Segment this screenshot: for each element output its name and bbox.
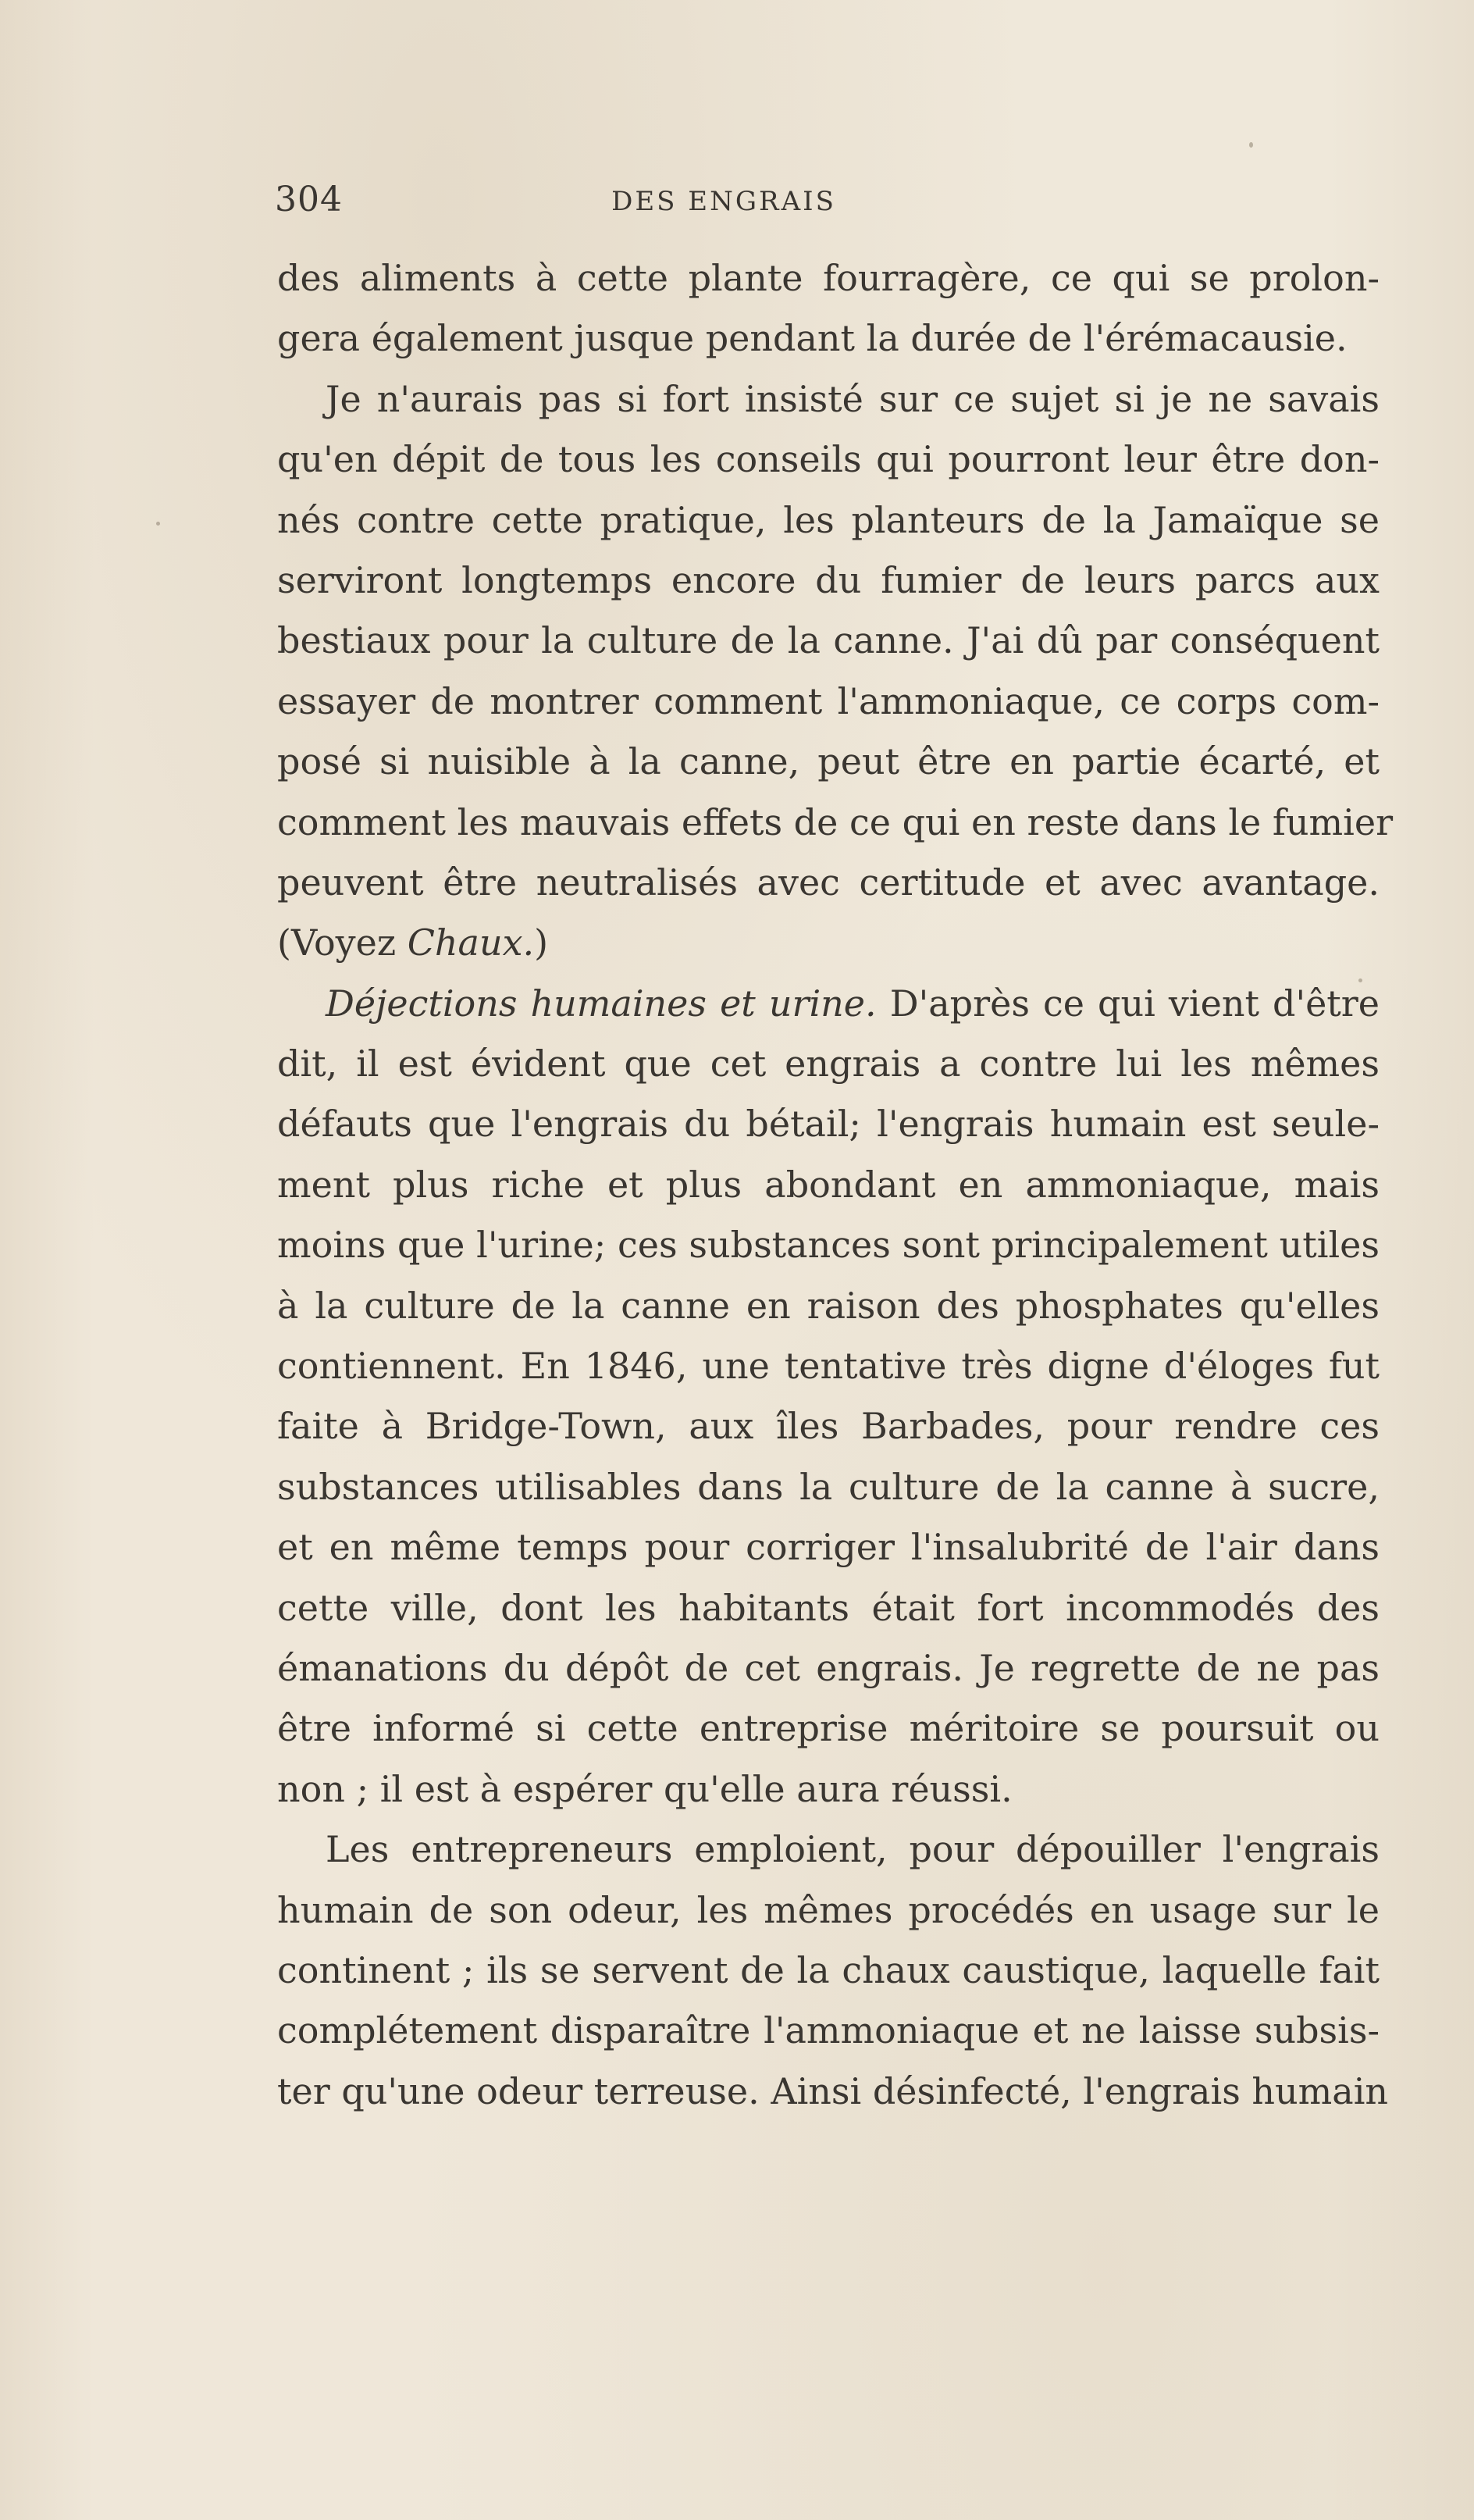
paper-speck [156, 522, 160, 526]
text-line: comment les mauvais effets de ce qui en reste dans le fumier [277, 800, 1394, 843]
text-line: bestiaux pour la culture de la canne. J'ai dû par conséquent [277, 619, 1380, 662]
text-line: émanations du dépôt de cet engrais. Je regrette de ne pas [277, 1646, 1380, 1689]
page-header [275, 180, 1383, 226]
text-line: moins que l'urine; ces substances sont principalement utiles [277, 1224, 1380, 1267]
text-line: contiennent. En 1846, une tentative très digne d'éloges fut [277, 1345, 1380, 1388]
text-line: serviront longtemps encore du fumier de leurs parcs aux [277, 558, 1380, 601]
paragraph-start-line: Les entrepreneurs emploient, pour dépouiller l'engrais [326, 1828, 1380, 1871]
text-line: essayer de montrer comment l'ammoniaque, ce corps com- [277, 679, 1380, 722]
reference-open: (Voyez [277, 921, 408, 964]
text-line: dit, il est évident que cet engrais a contre lui les mêmes [277, 1043, 1380, 1085]
text-line: défauts que l'engrais du bétail; l'engrais humain est seule- [277, 1103, 1380, 1146]
reference-term: Chaux. [407, 921, 535, 964]
running-head: DES ENGRAIS [611, 186, 836, 217]
paper-speck [1249, 142, 1253, 148]
text-line: qu'en dépit de tous les conseils qui pourront leur être don- [277, 438, 1380, 481]
text-line: peuvent être neutralisés avec certitude et avec avantage. [277, 861, 1380, 904]
text-span: D'après ce qui vient d'être [889, 982, 1380, 1025]
text-line: ter qu'une odeur terreuse. Ainsi désinfecté, l'engrais humain [277, 2069, 1389, 2112]
page-number: 304 [275, 180, 343, 219]
text-line: être informé si cette entreprise méritoire se poursuit ou [277, 1707, 1380, 1750]
text-line: cette ville, dont les habitants était fort incommodés des [277, 1586, 1380, 1629]
text-line: à la culture de la canne en raison des phosphates qu'elles [277, 1284, 1380, 1327]
text-line: ment plus riche et plus abondant en ammoniaque, mais [277, 1163, 1380, 1206]
text-line: posé si nuisible à la canne, peut être en partie écarté, et [277, 740, 1380, 783]
text-line: gera également jusque pendant la durée de l'érémacausie. [277, 317, 1348, 360]
paragraph-start-line [277, 974, 1380, 1034]
text-line: humain de son odeur, les mêmes procédés en usage sur le [277, 1888, 1380, 1931]
paragraph-start-line: Je n'aurais pas si fort insisté sur ce sujet si je ne savais [326, 377, 1380, 420]
text-line: des aliments à cette plante fourragère, ce qui se prolon- [277, 257, 1380, 299]
reference-close: ) [534, 921, 549, 964]
text-line: et en même temps pour corriger l'insalubrité de l'air dans [277, 1526, 1380, 1569]
text-line [277, 913, 1380, 973]
text-line: substances utilisables dans la culture de la canne à sucre, [277, 1465, 1380, 1508]
text-line: continent ; ils se servent de la chaux caustique, laquelle fait [277, 1948, 1380, 1991]
section-heading: Déjections humaines et urine. [326, 982, 877, 1025]
text-line: non ; il est à espérer qu'elle aura réussi. [277, 1767, 1013, 1810]
body-text [277, 248, 1394, 2122]
text-line: nés contre cette pratique, les planteurs de la Jamaïque se [277, 498, 1380, 541]
text-line: complétement disparaître l'ammoniaque et ne laisse subsis- [277, 2009, 1380, 2052]
text-line: faite à Bridge-Town, aux îles Barbades, pour rendre ces [277, 1405, 1380, 1448]
